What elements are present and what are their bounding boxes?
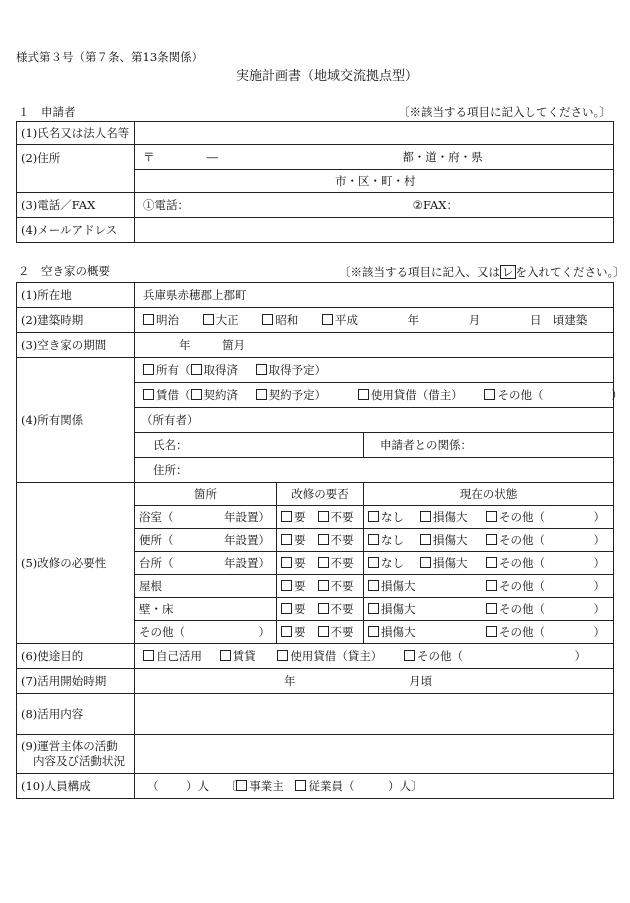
state-other-checkbox[interactable]	[486, 511, 497, 522]
staff-open: （	[147, 779, 159, 793]
state-other-label: その他（	[499, 625, 545, 639]
repair-place-label: その他（	[139, 625, 185, 639]
start-label: (7)活用開始時期	[17, 669, 135, 694]
repair-place-label: 壁・床	[139, 602, 174, 616]
state-other-label: その他（	[499, 533, 545, 547]
purpose-other-label: その他（	[416, 649, 463, 663]
location-label: (1)所在地	[17, 283, 135, 308]
start-year-unit: 年	[284, 674, 296, 688]
vacancy-label: (3)空き家の期間	[17, 333, 135, 358]
owner-checkbox[interactable]	[236, 780, 247, 791]
org-label-line1: (9)運営主体の活動	[21, 739, 118, 753]
need-yes-label: 要	[294, 602, 306, 616]
state-none-checkbox[interactable]	[368, 557, 379, 568]
repair-need[interactable]	[277, 506, 364, 529]
section1-heading: １ 申請者	[18, 105, 76, 119]
state-other-close: ）	[593, 602, 605, 616]
vacancy-field[interactable]	[135, 333, 614, 358]
form-number: 様式第３号（第７条、第13条関係）	[16, 50, 204, 64]
address-line2[interactable]	[135, 170, 614, 193]
owner-address-field[interactable]	[135, 458, 614, 483]
owner-address-label: 住所：	[153, 463, 188, 477]
owner-relation-label: 申請者との関係：	[380, 438, 472, 452]
to-acquire-checkbox[interactable]	[256, 364, 267, 375]
self-use-label: 自己活用	[156, 649, 202, 663]
phone-fax-label: (3)電話／FAX	[17, 193, 135, 218]
repair-place[interactable]	[135, 621, 277, 644]
state-damage-label: 損傷大	[433, 510, 468, 524]
state-damage-checkbox[interactable]	[420, 511, 431, 522]
ownership-other-label: その他（	[497, 388, 544, 402]
name-label: (1)氏名又は法人名等	[17, 122, 135, 145]
state-other-label: その他（	[499, 510, 545, 524]
need-no-label: 不要	[330, 510, 354, 524]
loan-lender-label: 使用貸借（貸主）	[290, 649, 383, 663]
staff-owner-label: 事業主	[249, 779, 284, 793]
state-damage-checkbox[interactable]	[368, 580, 379, 591]
ownership-other-close: ）	[611, 388, 623, 402]
purpose-other-checkbox[interactable]	[404, 650, 415, 661]
name-field[interactable]	[135, 122, 614, 145]
repair-place[interactable]	[135, 598, 277, 621]
loan-borrower-checkbox[interactable]	[358, 389, 369, 400]
address-label: (2)住所	[17, 145, 135, 193]
staff-label: (10)人員構成	[17, 774, 135, 799]
state-other-label: その他（	[499, 602, 545, 616]
staff-close: ）人〕	[388, 779, 423, 793]
house-table	[16, 282, 623, 799]
need-yes-label: 要	[294, 556, 306, 570]
prefecture-suffix: 都・道・府・県	[402, 150, 483, 164]
state-other-checkbox[interactable]	[486, 557, 497, 568]
repair-need[interactable]	[277, 529, 364, 552]
repair-place[interactable]	[135, 506, 277, 529]
need-yes-checkbox[interactable]	[281, 580, 292, 591]
postal-dash: ―	[206, 150, 219, 164]
rental-label: 賃貸	[232, 649, 256, 663]
era-meiji[interactable]	[143, 313, 179, 327]
ownership-label: (4)所有関係	[17, 358, 135, 483]
era-meiji-label: 明治	[156, 313, 179, 327]
state-other-checkbox[interactable]	[486, 534, 497, 545]
need-no-label: 不要	[330, 625, 354, 639]
built-year-unit: 年	[407, 313, 420, 327]
need-no-checkbox[interactable]	[318, 603, 329, 614]
content-label: (8)活用内容	[17, 694, 135, 735]
need-no-checkbox[interactable]	[318, 580, 329, 591]
repair-place-suffix: ）	[258, 625, 270, 639]
staff-employee-label: 従業員（	[308, 779, 355, 793]
lease-label: 賃借（	[156, 388, 191, 402]
repair-header-state: 現在の状態	[364, 483, 614, 506]
state-damage-checkbox[interactable]	[420, 534, 431, 545]
staff-bracket: 〔	[224, 779, 237, 793]
need-yes-checkbox[interactable]	[281, 626, 292, 637]
need-yes-label: 要	[294, 533, 306, 547]
ownership-lease-row[interactable]	[135, 383, 623, 408]
own-checkbox[interactable]	[143, 364, 154, 375]
ownership-other-checkbox[interactable]	[484, 389, 495, 400]
era-showa-checkbox[interactable]	[262, 314, 273, 325]
acquired-checkbox[interactable]	[191, 364, 202, 375]
repair-state[interactable]	[364, 529, 614, 552]
section2-heading: ２ 空き家の概要	[18, 264, 110, 278]
repair-state[interactable]	[364, 575, 614, 598]
repair-place-label: 台所（	[139, 556, 174, 570]
section2-note	[339, 265, 625, 279]
email-label: (4)メールアドレス	[17, 218, 135, 243]
state-none-label: なし	[381, 510, 404, 524]
state-damage-checkbox[interactable]	[368, 626, 379, 637]
location-field[interactable]	[135, 283, 614, 308]
staff-people-unit: ）人	[186, 779, 210, 793]
lease-checkbox[interactable]	[143, 389, 154, 400]
repair-need[interactable]	[277, 621, 364, 644]
era-taisho[interactable]	[203, 313, 239, 327]
repair-header-place: 箇所	[135, 483, 277, 506]
repair-state[interactable]	[364, 598, 614, 621]
state-damage-checkbox[interactable]	[368, 603, 379, 614]
phone-label: ①電話：	[143, 198, 189, 212]
contracted-checkbox[interactable]	[191, 389, 202, 400]
state-other-checkbox[interactable]	[486, 626, 497, 637]
repair-state[interactable]	[364, 621, 614, 644]
need-no-checkbox[interactable]	[318, 626, 329, 637]
need-no-checkbox[interactable]	[318, 534, 329, 545]
owner-heading	[135, 408, 614, 433]
built-label: (2)建築時期	[17, 308, 135, 333]
state-other-checkbox[interactable]	[486, 603, 497, 614]
to-acquire-label: 取得予定）	[268, 363, 327, 377]
rental-checkbox[interactable]	[220, 650, 231, 661]
repair-place[interactable]	[135, 529, 277, 552]
loan-lender-checkbox[interactable]	[277, 650, 288, 661]
state-damage-label: 損傷大	[433, 533, 468, 547]
need-no-label: 不要	[330, 556, 354, 570]
city-suffix: 市・区・町・村	[335, 174, 416, 188]
check-mark-sample: レ	[502, 265, 514, 279]
ownership-own-row[interactable]	[135, 358, 614, 383]
repair-state[interactable]	[364, 506, 614, 529]
built-month-unit: 月	[468, 313, 481, 327]
owner-name-field[interactable]	[135, 433, 364, 458]
start-month-unit: 月頃	[409, 674, 433, 688]
need-yes-label: 要	[294, 510, 306, 524]
address-line1[interactable]	[135, 145, 614, 170]
owner-relation-field[interactable]	[364, 433, 614, 458]
state-other-checkbox[interactable]	[486, 580, 497, 591]
state-other-close: ）	[593, 556, 605, 570]
applicant-table	[16, 121, 614, 243]
state-other-close: ）	[593, 625, 605, 639]
state-none-label: なし	[381, 533, 404, 547]
state-none-checkbox[interactable]	[368, 511, 379, 522]
need-yes-checkbox[interactable]	[281, 511, 292, 522]
repair-label: (5)改修の必要性	[17, 483, 135, 644]
repair-place[interactable]	[135, 552, 277, 575]
state-other-close: ）	[593, 579, 605, 593]
repair-place-label: 浴室（	[139, 510, 174, 524]
vacancy-months-unit: 箇月	[222, 338, 246, 352]
state-other-close: ）	[593, 510, 605, 524]
need-no-label: 不要	[330, 533, 354, 547]
need-yes-label: 要	[294, 625, 306, 639]
to-contract-label: 契約予定）	[268, 388, 327, 402]
location-value: 兵庫県赤穂郡上郡町	[143, 288, 247, 302]
to-contract-checkbox[interactable]	[256, 389, 267, 400]
repair-place-label: 屋根	[139, 579, 162, 593]
phone-fax-field[interactable]	[135, 193, 614, 218]
need-yes-checkbox[interactable]	[281, 603, 292, 614]
staff-field[interactable]	[135, 774, 614, 799]
state-damage-checkbox[interactable]	[420, 557, 431, 568]
purpose-label: (6)使途目的	[17, 644, 135, 669]
owner-heading-text: （所有者）	[141, 413, 199, 427]
org-label-line2: 内容及び活動状況	[33, 754, 125, 768]
state-damage-label: 損傷大	[381, 579, 416, 593]
owner-name-label: 氏名：	[153, 438, 188, 452]
postal-mark: 〒	[143, 150, 155, 164]
page-title: 実施計画書（地域交流拠点型）	[236, 69, 419, 84]
state-other-close: ）	[593, 533, 605, 547]
vacancy-years-unit: 年	[179, 338, 191, 352]
repair-place-suffix: 年設置）	[224, 556, 270, 570]
state-damage-label: 損傷大	[381, 625, 416, 639]
section2-note-pre: 〔※該当する項目に記入、又は	[339, 265, 500, 279]
state-other-label: その他（	[499, 556, 545, 570]
repair-need[interactable]	[277, 552, 364, 575]
contracted-label: 契約済	[203, 388, 238, 402]
org-label	[17, 735, 135, 774]
own-label: 所有（	[156, 363, 191, 377]
acquired-label: 取得済	[203, 363, 238, 377]
repair-place-label: 便所（	[139, 533, 174, 547]
repair-place[interactable]	[135, 575, 277, 598]
era-showa[interactable]	[262, 313, 298, 327]
state-none-label: なし	[381, 556, 404, 570]
need-yes-checkbox[interactable]	[281, 534, 292, 545]
email-field[interactable]	[135, 218, 614, 243]
state-none-checkbox[interactable]	[368, 534, 379, 545]
self-use-checkbox[interactable]	[143, 650, 154, 661]
start-field[interactable]	[135, 669, 614, 694]
era-showa-label: 昭和	[275, 313, 299, 327]
need-no-label: 不要	[330, 579, 354, 593]
employee-checkbox[interactable]	[295, 780, 306, 791]
repair-header-need: 改修の要否	[277, 483, 364, 506]
repair-place-suffix: 年設置）	[224, 510, 270, 524]
repair-place-suffix: 年設置）	[224, 533, 270, 547]
purpose-field[interactable]	[135, 644, 614, 669]
built-day-unit: 日 頃建築	[529, 313, 588, 327]
loan-borrower-label: 使用貸借（借主）	[370, 388, 463, 402]
era-heisei-label: 平成	[334, 313, 358, 327]
section2-note-post: を入れてください。〕	[515, 265, 625, 279]
need-no-checkbox[interactable]	[318, 557, 329, 568]
purpose-other-close: ）	[574, 649, 587, 663]
era-heisei-checkbox[interactable]	[322, 314, 333, 325]
state-damage-label: 損傷大	[381, 602, 416, 616]
fax-label: ②FAX：	[412, 198, 458, 212]
section1-note: 〔※該当する項目に記入してください。〕	[398, 105, 611, 119]
era-heisei[interactable]	[322, 313, 358, 327]
era-taisho-checkbox[interactable]	[203, 314, 214, 325]
need-yes-label: 要	[294, 579, 306, 593]
repair-need[interactable]	[277, 575, 364, 598]
need-no-label: 不要	[330, 602, 354, 616]
state-other-label: その他（	[499, 579, 545, 593]
need-no-checkbox[interactable]	[318, 511, 329, 522]
built-field[interactable]	[135, 308, 614, 333]
repair-state[interactable]	[364, 552, 614, 575]
org-field[interactable]	[135, 735, 614, 774]
era-meiji-checkbox[interactable]	[143, 314, 154, 325]
era-taisho-label: 大正	[215, 313, 239, 327]
content-field[interactable]	[135, 694, 614, 735]
need-yes-checkbox[interactable]	[281, 557, 292, 568]
repair-need[interactable]	[277, 598, 364, 621]
state-damage-label: 損傷大	[433, 556, 468, 570]
